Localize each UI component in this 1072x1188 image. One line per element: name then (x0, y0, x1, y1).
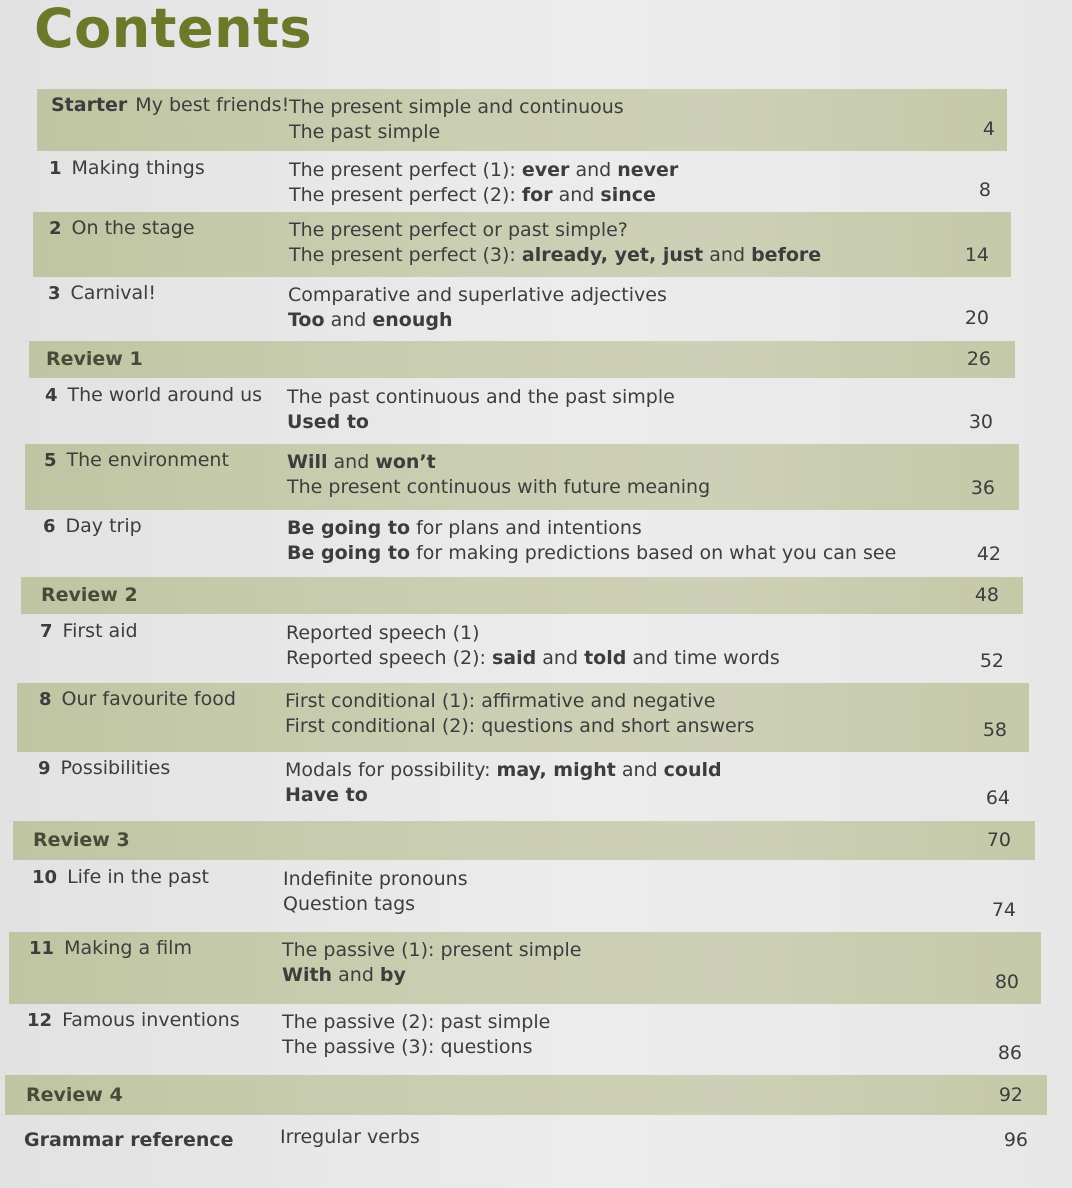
page-number: 36 (970, 477, 995, 499)
grammar-keyword: for (521, 184, 553, 206)
grammar-line (289, 158, 678, 183)
grammar-line (282, 963, 581, 988)
page-number: 86 (997, 1042, 1022, 1064)
unit-title (43, 514, 142, 539)
grammar-keyword: told (584, 647, 627, 669)
page-number: 70 (986, 829, 1011, 851)
grammar-text: The present continuous with future meaning (287, 476, 711, 498)
page-number: 14 (964, 244, 989, 266)
grammar-text: Comparative and superlative adjectives (288, 284, 667, 306)
grammar-text: The present perfect (2): (289, 184, 522, 206)
unit-title (49, 156, 205, 181)
review-title: Review 3 (33, 829, 130, 851)
grammar-line (283, 892, 468, 917)
grammar-topics (285, 758, 722, 808)
grammar-line (286, 646, 780, 671)
unit-title (27, 1008, 240, 1033)
page-number: 48 (974, 584, 999, 606)
unit-number: 8 (39, 689, 52, 710)
grammar-line (286, 621, 780, 646)
grammar-topics (287, 450, 710, 500)
unit-title (49, 216, 195, 241)
unit-number: 12 (27, 1010, 53, 1031)
grammar-line (289, 243, 821, 268)
grammar-line (287, 541, 896, 566)
unit-name: Famous inventions (62, 1009, 240, 1031)
grammar-keyword: Have to (285, 784, 368, 806)
grammar-line (287, 516, 896, 541)
review-row (5, 1075, 1047, 1115)
grammar-line (288, 283, 667, 308)
unit-title (51, 93, 289, 118)
unit-name: First aid (62, 620, 138, 642)
unit-name: Life in the past (67, 866, 209, 888)
grammar-line (282, 938, 581, 963)
grammar-line (287, 475, 710, 500)
grammar-line (280, 1125, 420, 1150)
grammar-line (289, 95, 624, 120)
unit-name: Possibilities (60, 757, 171, 779)
grammar-line (289, 218, 821, 243)
unit-name: Our favourite food (61, 688, 236, 710)
unit-row (35, 152, 1009, 212)
grammar-text: Irregular verbs (280, 1126, 420, 1148)
unit-title (29, 936, 192, 961)
unit-row (31, 277, 1013, 340)
unit-number: 2 (49, 218, 62, 239)
reference-row (3, 1116, 1050, 1164)
grammar-keyword: may, might (496, 759, 616, 781)
unit-row (19, 615, 1026, 683)
grammar-text: and (327, 451, 376, 473)
grammar-keyword: could (663, 759, 722, 781)
unit-title (44, 448, 229, 473)
unit-number: 1 (49, 158, 62, 179)
grammar-text: The passive (1): present simple (282, 939, 582, 961)
grammar-text: Reported speech (1) (286, 622, 480, 644)
unit-number: 10 (32, 867, 58, 888)
grammar-keyword: never (617, 159, 679, 181)
unit-row (9, 932, 1041, 1004)
unit-number: 7 (40, 621, 53, 642)
grammar-line (287, 450, 710, 475)
grammar-line (287, 410, 675, 435)
review-row (21, 577, 1023, 614)
review-title: Review 4 (26, 1084, 123, 1106)
unit-title (48, 281, 156, 306)
unit-title (39, 687, 236, 712)
grammar-topics (282, 938, 581, 988)
grammar-text: The present perfect (1): (289, 159, 522, 181)
unit-row (15, 752, 1032, 820)
unit-name: The world around us (67, 384, 263, 406)
grammar-text: Reported speech (2): (286, 647, 492, 669)
review-title: Review 1 (46, 348, 143, 370)
grammar-line (288, 308, 667, 333)
unit-row (37, 89, 1007, 151)
page-number: 64 (985, 787, 1010, 809)
unit-row (23, 510, 1021, 576)
grammar-topics (287, 385, 675, 435)
grammar-topics (287, 516, 896, 566)
grammar-line (285, 758, 722, 783)
grammar-text: The present perfect or past simple? (289, 219, 628, 241)
unit-name: Making things (71, 157, 205, 179)
page-number: 42 (976, 543, 1001, 565)
grammar-topics (289, 218, 821, 268)
grammar-line (285, 689, 754, 714)
grammar-text: First conditional (2): questions and short answers (285, 715, 755, 737)
unit-title (45, 383, 262, 408)
grammar-keyword: enough (372, 309, 453, 331)
grammar-text: The passive (3): questions (282, 1036, 533, 1058)
page-number: 96 (1003, 1129, 1028, 1151)
unit-name: The environment (66, 449, 229, 471)
grammar-text: The present perfect (3): (289, 244, 522, 266)
grammar-line (289, 120, 624, 145)
unit-title (40, 619, 138, 644)
page-number: 4 (982, 118, 995, 140)
unit-name: My best friends! (135, 94, 290, 116)
grammar-text: and (615, 759, 664, 781)
grammar-keyword: Used to (287, 411, 369, 433)
unit-row (33, 212, 1011, 277)
page-number: 58 (982, 719, 1007, 741)
grammar-keyword: by (379, 964, 406, 986)
grammar-keyword: Will (287, 451, 328, 473)
grammar-text: The past simple (289, 121, 441, 143)
grammar-text: for making predictions based on what you can see (410, 542, 897, 564)
unit-number: 4 (45, 385, 58, 406)
grammar-line (287, 385, 675, 410)
unit-title (38, 756, 170, 781)
grammar-text: and (536, 647, 585, 669)
grammar-topics (280, 1125, 420, 1150)
unit-name: Carnival! (70, 282, 157, 304)
grammar-text: The passive (2): past simple (282, 1011, 551, 1033)
starter-label: Starter (51, 94, 128, 116)
grammar-keyword: said (492, 647, 537, 669)
unit-name: Making a film (64, 937, 192, 959)
unit-number: 3 (48, 283, 61, 304)
grammar-line (285, 783, 722, 808)
grammar-text: First conditional (1): affirmative and negative (285, 690, 716, 712)
unit-name: On the stage (71, 217, 195, 239)
review-row (29, 341, 1015, 378)
grammar-keyword: ever (521, 159, 570, 181)
unit-row (17, 683, 1029, 752)
unit-row (27, 379, 1017, 444)
grammar-keyword: before (751, 244, 822, 266)
grammar-line (283, 867, 468, 892)
grammar-keyword: Be going to (287, 542, 411, 564)
grammar-keyword: Be going to (287, 517, 411, 539)
page-number: 30 (968, 411, 993, 433)
unit-row (7, 1004, 1044, 1075)
grammar-keyword: already, yet, just (521, 244, 704, 266)
grammar-text: and time words (626, 647, 780, 669)
grammar-line (285, 714, 754, 739)
grammar-text: and (552, 184, 601, 206)
grammar-topics (283, 867, 468, 917)
unit-row (11, 861, 1038, 932)
page-number: 52 (979, 650, 1004, 672)
reference-name: Grammar reference (24, 1129, 234, 1151)
unit-number: 5 (44, 450, 57, 471)
unit-row (25, 444, 1019, 510)
grammar-text: The present simple and continuous (289, 96, 624, 118)
grammar-topics (282, 1010, 550, 1060)
grammar-topics (286, 621, 780, 671)
unit-number: 9 (38, 758, 51, 779)
page-number: 26 (966, 348, 991, 370)
grammar-text: and (332, 964, 380, 986)
grammar-keyword: Too (288, 309, 325, 331)
grammar-text: and (703, 244, 752, 266)
unit-number: 6 (43, 516, 56, 537)
grammar-keyword: since (600, 184, 656, 206)
page-number: 20 (964, 307, 989, 329)
grammar-text: Question tags (283, 893, 416, 915)
grammar-line (289, 183, 678, 208)
review-title: Review 2 (41, 584, 138, 606)
grammar-topics (289, 95, 624, 145)
unit-number: 11 (29, 938, 55, 959)
unit-name: Day trip (65, 515, 142, 537)
page-number: 8 (978, 179, 991, 201)
grammar-text: and (569, 159, 618, 181)
grammar-topics (289, 158, 678, 208)
page-number: 80 (994, 971, 1019, 993)
grammar-text: Indefinite pronouns (283, 868, 468, 890)
grammar-topics (288, 283, 667, 333)
grammar-line (282, 1035, 550, 1060)
grammar-keyword: With (282, 964, 333, 986)
grammar-text: and (324, 309, 373, 331)
grammar-text: Modals for possibility: (285, 759, 497, 781)
page-number: 74 (991, 899, 1016, 921)
review-row (13, 821, 1035, 860)
grammar-topics (285, 689, 754, 739)
grammar-text: The past continuous and the past simple (287, 386, 675, 408)
grammar-text: for plans and intentions (410, 517, 642, 539)
grammar-line (282, 1010, 550, 1035)
unit-title (32, 865, 209, 890)
reference-title (24, 1128, 234, 1153)
grammar-keyword: won’t (375, 451, 436, 473)
page-title: Contents (34, 0, 313, 60)
page-number: 92 (998, 1084, 1023, 1106)
